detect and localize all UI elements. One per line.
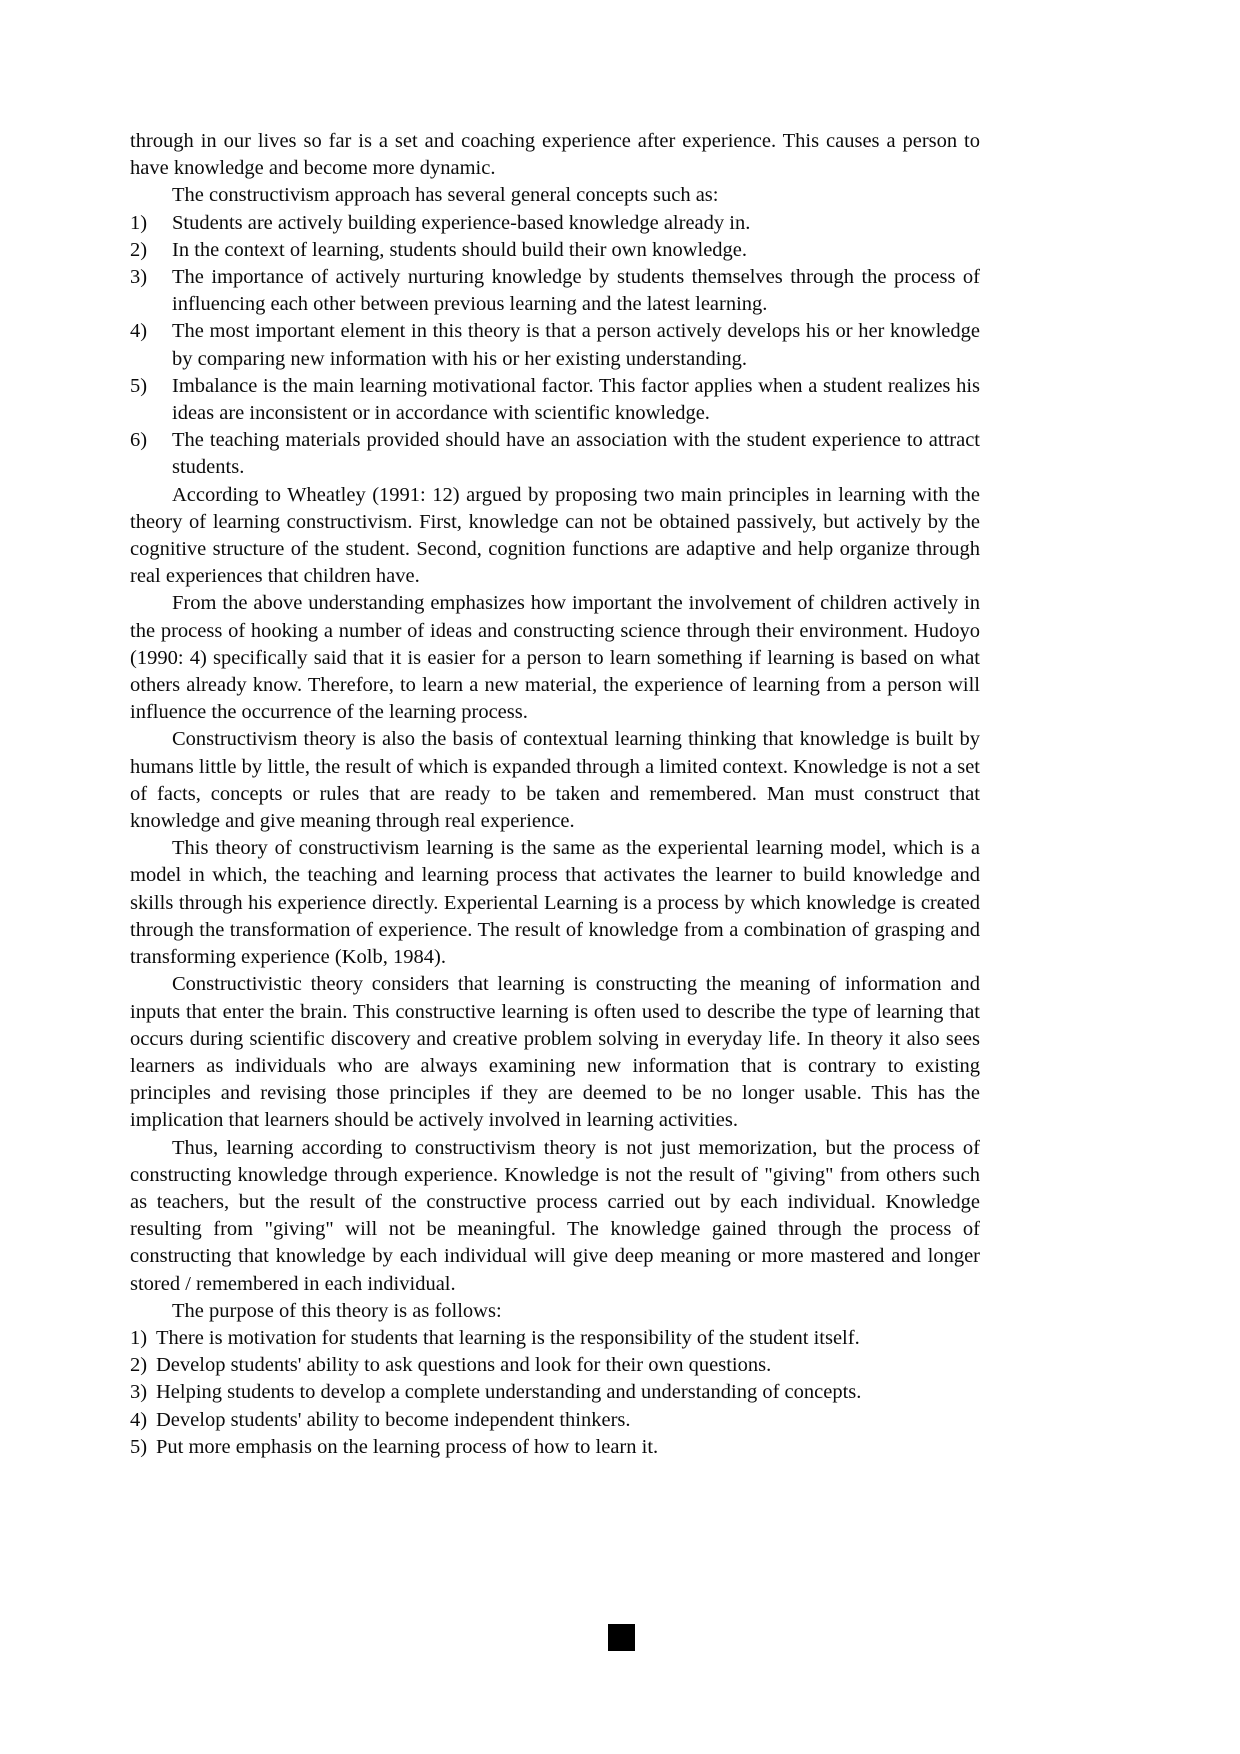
list-marker: 1) — [130, 1326, 148, 1349]
list-marker: 6) — [130, 429, 148, 452]
list-item — [130, 1407, 980, 1434]
list-item — [130, 373, 980, 427]
list-item — [130, 210, 980, 237]
paragraph-purpose-lead-in: The purpose of this theory is as follows: — [172, 1299, 502, 1322]
list-marker: 3) — [130, 1381, 148, 1404]
page-content — [130, 128, 980, 1461]
list-item — [130, 1352, 980, 1379]
list-item — [130, 237, 980, 264]
list-item-text: Imbalance is the main learning motivational factor. This factor applies when a student realizes his ideas are inconsistent or in accordance with scientific knowledge. — [172, 374, 980, 425]
paragraph-thus-learning: Thus, learning according to constructivism theory is not just memorization, but the process of constructing knowledge through experience. Knowledge is not the result of "giving" from others such as teachers, but the result of the constructive process carried out by each individual. Knowledge resulting from "giving" will not be meaningful. The knowledge gained through the process of constructing that knowledge by each individual will give deep meaning or more mastered and longer stored / remembered in each individual. — [130, 1136, 980, 1295]
list-item — [130, 1434, 980, 1461]
list-marker: 3) — [130, 266, 148, 289]
list-item — [130, 264, 980, 318]
list-marker: 2) — [130, 238, 148, 261]
paragraph-constructivistic-theory: Constructivistic theory considers that learning is constructing the meaning of information and inputs that enter the brain. This constructive learning is often used to describe the type of learning that occurs during scientific discovery and creative problem solving in everyday life. In theory it also sees learners as individuals who are always examining new information that is contrary to existing principles and revising those principles if they are deemed to be no longer usable. This has the implication that learners should be actively involved in learning activities. — [130, 973, 980, 1132]
paragraph-intro-continuation: through in our lives so far is a set and coaching experience after experience. This causes a person to have knowledge and become more dynamic. — [130, 130, 980, 180]
list-item — [130, 1379, 980, 1406]
list-marker: 5) — [130, 374, 148, 397]
list-item-text: The teaching materials provided should have an association with the student experience to attract students. — [172, 429, 980, 479]
list-item-text: Put more emphasis on the learning process of how to learn it. — [156, 1435, 659, 1458]
list-item-text: In the context of learning, students should build their own knowledge. — [172, 238, 748, 261]
list-item — [130, 1325, 980, 1352]
list-marker: 1) — [130, 211, 148, 234]
paragraph-hudoyo: From the above understanding emphasizes how important the involvement of children actively in the process of hooking a number of ideas and constructing science through their environment. Hudoyo (1990: 4) specifically said that it is easier for a person to learn something if learning is based on what others already know. Therefore, to learn a new material, the experience of learning from a person will influence the occurrence of the learning process. — [130, 592, 980, 724]
paragraph-concepts-lead-in: The constructivism approach has several general concepts such as: — [172, 184, 719, 207]
paragraph-experiential-learning: This theory of constructivism learning is the same as the experiental learning model, which is a model in which, the teaching and learning process that activates the learner to build knowledge and skills through his experience directly. Experiental Learning is a process by which knowledge is created through the transformation of experience. The result of knowledge from a combination of grasping and transforming experience (Kolb, 1984). — [130, 837, 980, 969]
general-concepts-list — [130, 210, 980, 482]
list-item-text: The importance of actively nurturing knowledge by students themselves through the process of influencing each other between previous learning and the latest learning. — [172, 266, 980, 316]
list-item-text: Develop students' ability to ask questions and look for their own questions. — [156, 1354, 772, 1377]
page-footer-square-mark — [608, 1624, 635, 1651]
list-marker: 4) — [130, 320, 148, 343]
list-item-text: There is motivation for students that learning is the responsibility of the student itself. — [156, 1326, 860, 1349]
theory-purpose-list — [130, 1325, 980, 1461]
paragraph-contextual-learning: Constructivism theory is also the basis of contextual learning thinking that knowledge is built by humans little by little, the result of which is expanded through a limited context. Knowledge is not a set of facts, concepts or rules that are ready to be taken and remembered. Man must construct that knowledge and give meaning through real experience. — [130, 728, 980, 833]
list-item-text: Students are actively building experience-based knowledge already in. — [172, 211, 751, 234]
list-item-text: Helping students to develop a complete understanding and understanding of concepts. — [156, 1381, 862, 1404]
list-item-text: Develop students' ability to become independent thinkers. — [156, 1408, 631, 1431]
list-marker: 4) — [130, 1408, 148, 1431]
list-item — [130, 318, 980, 372]
list-marker: 5) — [130, 1435, 148, 1458]
paragraph-wheatley: According to Wheatley (1991: 12) argued by proposing two main principles in learning with the theory of learning constructivism. First, knowledge can not be obtained passively, but actively by the cognitive structure of the student. Second, cognition functions are adaptive and help organize through real experiences that children have. — [130, 483, 980, 588]
list-marker: 2) — [130, 1354, 148, 1377]
list-item — [130, 427, 980, 481]
list-item-text: The most important element in this theory is that a person actively develops his or her knowledge by comparing new information with his or her existing understanding. — [172, 320, 980, 370]
